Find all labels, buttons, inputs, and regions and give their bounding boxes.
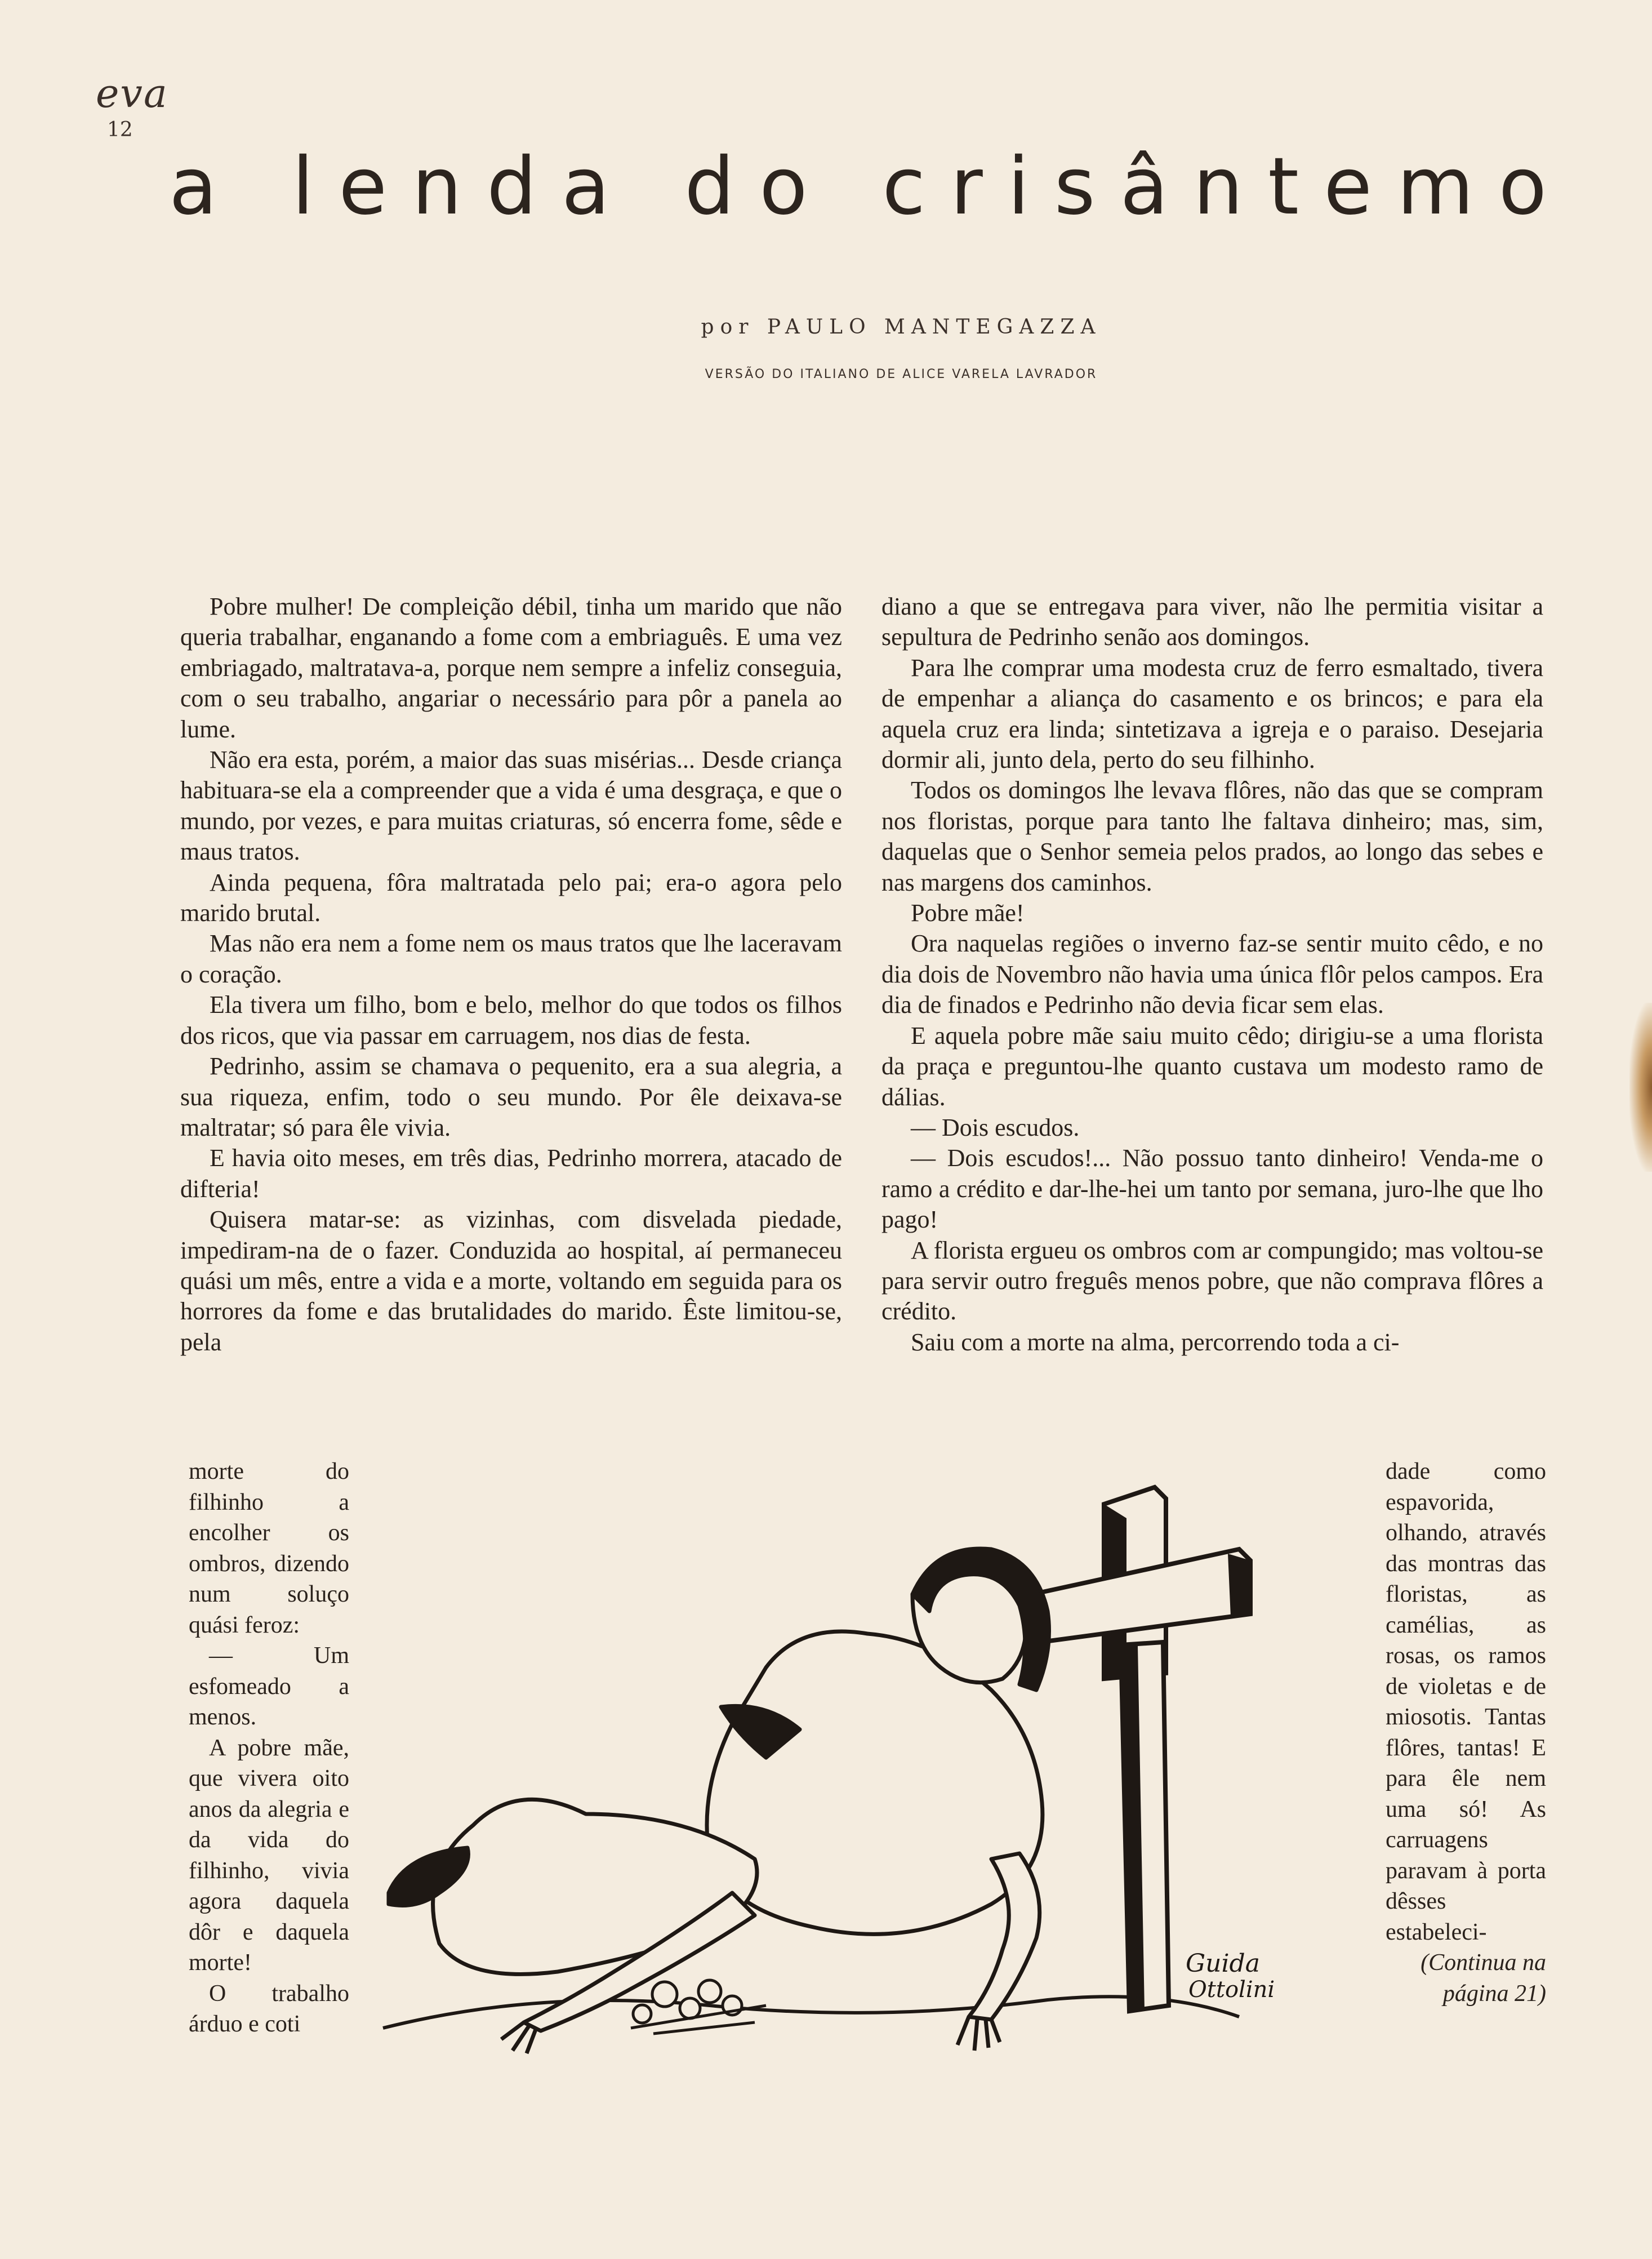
artist-signature: Ottolini	[1188, 1977, 1275, 2003]
paragraph: Para lhe comprar uma modesta cruz de ferro esmaltado, tivera de empenhar a aliança do casamento e os brincos; e para ela aquela cruz era linda; sintetizava a igreja e o paraiso. Desejaria dormir ali, junto dela, perto do seu filhinho.	[881, 653, 1543, 774]
paragraph: Saiu com a morte na alma, percorrendo toda a ci-	[911, 1328, 1400, 1356]
mother-figure	[389, 1549, 1049, 2053]
ground-line	[383, 1996, 1239, 2028]
paragraph: Ainda pequena, fôra maltratada pelo pai; era-o agora pelo marido brutal.	[180, 868, 842, 927]
paragraph: Ora naquelas regiões o inverno faz-se sentir muito cêdo, e no dia dois de Novembro não havia uma única flôr pelos campos. Era dia de finados e Pedrinho não devia ficar sem elas.	[881, 930, 1543, 1019]
paragraph: morte do filhinho a encolher os ombros, dizendo num soluço quási feroz:	[189, 1458, 349, 1638]
paragraph: Pedrinho, assim se chamava o pequenito, era a sua alegria, a sua riqueza, enfim, todo o seu mundo. Por êle deixava-se maltratar; só para êle vivia.	[180, 1052, 842, 1141]
paragraph: E aquela pobre mãe saiu muito cêdo; dirigiu-se a uma florista da praça e preguntou-lhe quanto custava um modesto ramo de dálias.	[881, 1021, 1543, 1111]
byline: por PAULO MANTEGAZZA	[701, 315, 1102, 339]
page-number: 12	[107, 118, 133, 141]
page-edge-stain	[1629, 1003, 1652, 1172]
flowers-icon	[631, 1980, 766, 2034]
paragraph: Todos os domingos lhe levava flôres, não das que se compram nos floristas, porque para tanto lhe faltava dinheiro; mas, sim, daquelas que o Senhor semeia pelos prados, ao longo das sebes e nas margens dos caminhos.	[881, 776, 1543, 896]
paragraph: Ela tivera um filho, bom e belo, melhor do que todos os filhos dos ricos, que via passar em carruagem, nos dias de festa.	[180, 991, 842, 1050]
paragraph: Não era esta, porém, a maior das suas misérias... Desde criança habituara-se ela a compreender que a vida é uma desgraça, e que o mundo, por vezes, e para muitas criaturas, só encerra fome, sêde e maus tratos.	[180, 746, 842, 866]
paragraph: — Dois escudos!... Não possuo tanto dinheiro! Venda-me o ramo a crédito e dar-lhe-hei um tanto por semana, juro-lhe que lho pago!	[881, 1144, 1543, 1234]
paragraph: E havia oito meses, em três dias, Pedrinho morrera, atacado de difteria!	[180, 1144, 842, 1203]
paragraph: Quisera matar-se: as vizinhas, com disvelada piedade, impediram-na de o fazer. Conduzida ao hospital, aí permaneceu quási um mês, entre a vida e a morte, voltando em seguida para os horrores da fome e das brutalidades do marido. Êste limitou-se, pela	[180, 1206, 842, 1356]
cross-icon	[1019, 1487, 1250, 2011]
paragraph: Mas não era nem a fome nem os maus tratos que lhe laceravam o coração.	[180, 930, 842, 988]
magazine-name: eva	[96, 70, 168, 117]
paragraph: O trabalho árduo e coti	[189, 1980, 349, 2037]
right-narrow-column	[1386, 1456, 1546, 2009]
paragraph: — Um esfomeado a menos.	[189, 1643, 349, 1730]
paragraph: A florista ergueu os ombros com ar compungido; mas voltou-se para servir outro freguês menos pobre, que não comprava flôres a crédito.	[881, 1236, 1543, 1326]
artist-signature: Guida	[1186, 1949, 1260, 1978]
paragraph: — Dois escudos.	[911, 1113, 1080, 1141]
continuation-note: (Continua na página 21)	[1421, 1950, 1546, 2007]
grieving-mother-illustration	[372, 1465, 1374, 2084]
paragraph: A pobre mãe, que vivera oito anos da alegria e da vida do filhinho, vivia agora daquela dôr e daquela morte!	[189, 1735, 349, 1976]
article-title: a lenda do crisântemo	[169, 141, 1572, 233]
translator-credit: VERSÃO DO ITALIANO DE ALICE VARELA LAVRADOR	[705, 367, 1098, 381]
paragraph: dade como espavorida, olhando, através das montras das floristas, as camélias, as rosas, os ramos de violetas e de miosotis. Tantas flôres, tantas! E para êle nem uma só! As carruagens paravam à porta dêsses estabeleci-	[1386, 1458, 1546, 1945]
paragraph: diano a que se entregava para viver, não lhe permitia visitar a sepultura de Pedrinho senão aos domingos.	[881, 593, 1543, 651]
paragraph: Pobre mulher! De compleição débil, tinha um marido que não queria trabalhar, enganando a fome com a embriaguês. E uma vez embriagado, maltratava-a, porque nem sempre a infeliz conseguia, com o seu trabalho, angariar o necessário para pôr a panela ao lume.	[180, 593, 842, 743]
left-narrow-column	[189, 1456, 349, 2040]
paragraph: Pobre mãe!	[911, 899, 1025, 927]
left-column	[180, 592, 842, 1358]
right-column	[881, 592, 1543, 1358]
